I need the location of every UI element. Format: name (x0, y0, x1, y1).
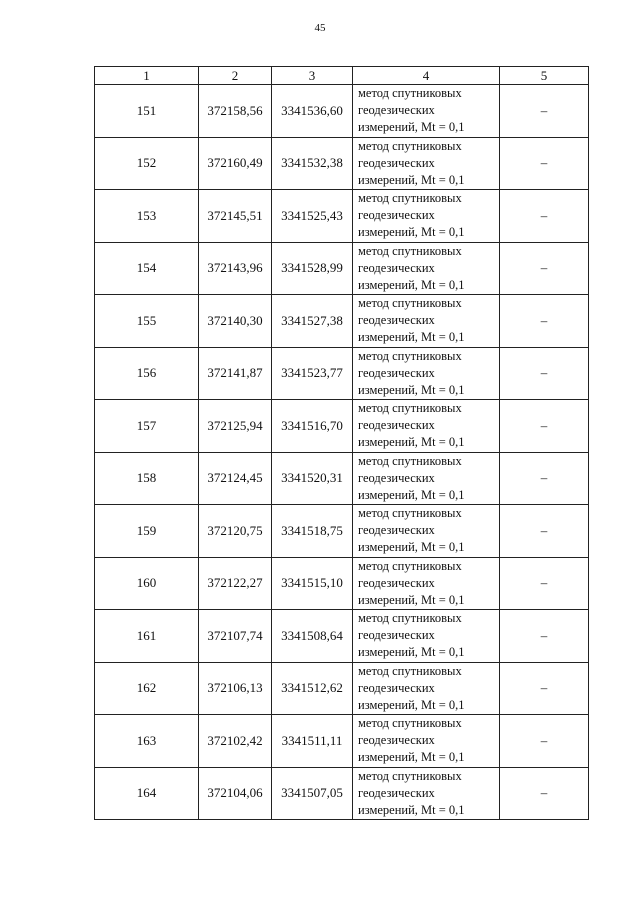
y-coordinate-cell: 3341508,64 (272, 610, 353, 663)
note-cell: – (500, 610, 589, 663)
coordinates-table (94, 66, 589, 820)
method-cell (353, 610, 500, 663)
table-row (95, 610, 589, 663)
method-cell (353, 662, 500, 715)
table-row (95, 347, 589, 400)
table-row (95, 662, 589, 715)
x-coordinate-cell: 372143,96 (199, 242, 272, 295)
table-row (95, 400, 589, 453)
method-line: метод спутниковых (358, 348, 462, 363)
point-number-cell: 153 (95, 190, 199, 243)
method-line: измерений, Mt = 0,1 (358, 120, 465, 135)
note-cell: – (500, 662, 589, 715)
method-line: геодезических (358, 155, 435, 170)
method-line: измерений, Mt = 0,1 (358, 382, 465, 397)
column-header: 3 (272, 67, 353, 85)
note-cell: – (500, 715, 589, 768)
note-cell: – (500, 452, 589, 505)
method-line: измерений, Mt = 0,1 (358, 592, 465, 607)
note-cell: – (500, 295, 589, 348)
method-cell (353, 347, 500, 400)
table-row (95, 557, 589, 610)
method-line: метод спутниковых (358, 138, 462, 153)
method-line: геодезических (358, 628, 435, 643)
note-cell: – (500, 557, 589, 610)
method-cell (353, 715, 500, 768)
method-cell (353, 400, 500, 453)
table-row (95, 715, 589, 768)
method-line: метод спутниковых (358, 611, 462, 626)
method-line: измерений, Mt = 0,1 (358, 225, 465, 240)
method-cell (353, 452, 500, 505)
method-line: измерений, Mt = 0,1 (358, 750, 465, 765)
note-cell: – (500, 242, 589, 295)
y-coordinate-cell: 3341518,75 (272, 505, 353, 558)
y-coordinate-cell: 3341511,11 (272, 715, 353, 768)
column-header: 2 (199, 67, 272, 85)
y-coordinate-cell: 3341532,38 (272, 137, 353, 190)
x-coordinate-cell: 372125,94 (199, 400, 272, 453)
note-cell: – (500, 767, 589, 820)
column-header: 1 (95, 67, 199, 85)
method-line: измерений, Mt = 0,1 (358, 802, 465, 817)
method-line: метод спутниковых (358, 401, 462, 416)
method-cell (353, 85, 500, 138)
method-line: метод спутниковых (358, 663, 462, 678)
method-cell (353, 242, 500, 295)
method-cell (353, 767, 500, 820)
method-line: метод спутниковых (358, 243, 462, 258)
y-coordinate-cell: 3341525,43 (272, 190, 353, 243)
note-cell: – (500, 505, 589, 558)
x-coordinate-cell: 372140,30 (199, 295, 272, 348)
table-row (95, 85, 589, 138)
y-coordinate-cell: 3341512,62 (272, 662, 353, 715)
x-coordinate-cell: 372141,87 (199, 347, 272, 400)
y-coordinate-cell: 3341515,10 (272, 557, 353, 610)
y-coordinate-cell: 3341528,99 (272, 242, 353, 295)
x-coordinate-cell: 372122,27 (199, 557, 272, 610)
method-line: измерений, Mt = 0,1 (358, 435, 465, 450)
note-cell: – (500, 400, 589, 453)
method-line: геодезических (358, 260, 435, 275)
method-line: геодезических (358, 733, 435, 748)
x-coordinate-cell: 372107,74 (199, 610, 272, 663)
method-line: измерений, Mt = 0,1 (358, 697, 465, 712)
table-row (95, 295, 589, 348)
point-number-cell: 164 (95, 767, 199, 820)
method-line: геодезических (358, 365, 435, 380)
point-number-cell: 162 (95, 662, 199, 715)
table-row (95, 190, 589, 243)
x-coordinate-cell: 372160,49 (199, 137, 272, 190)
point-number-cell: 163 (95, 715, 199, 768)
x-coordinate-cell: 372102,42 (199, 715, 272, 768)
method-line: метод спутниковых (358, 453, 462, 468)
table-body (95, 85, 589, 820)
point-number-cell: 157 (95, 400, 199, 453)
method-line: измерений, Mt = 0,1 (358, 645, 465, 660)
method-line: измерений, Mt = 0,1 (358, 172, 465, 187)
column-header: 5 (500, 67, 589, 85)
table-row (95, 242, 589, 295)
note-cell: – (500, 190, 589, 243)
method-line: измерений, Mt = 0,1 (358, 540, 465, 555)
method-line: геодезических (358, 575, 435, 590)
method-line: метод спутниковых (358, 296, 462, 311)
method-cell (353, 137, 500, 190)
method-line: геодезических (358, 680, 435, 695)
point-number-cell: 159 (95, 505, 199, 558)
y-coordinate-cell: 3341523,77 (272, 347, 353, 400)
x-coordinate-cell: 372106,13 (199, 662, 272, 715)
method-line: метод спутниковых (358, 558, 462, 573)
method-line: геодезических (358, 103, 435, 118)
x-coordinate-cell: 372158,56 (199, 85, 272, 138)
method-line: метод спутниковых (358, 768, 462, 783)
method-cell (353, 295, 500, 348)
point-number-cell: 154 (95, 242, 199, 295)
method-line: измерений, Mt = 0,1 (358, 487, 465, 502)
x-coordinate-cell: 372120,75 (199, 505, 272, 558)
page-number: 45 (314, 22, 326, 34)
method-line: геодезических (358, 470, 435, 485)
method-line: метод спутниковых (358, 86, 462, 101)
method-line: измерений, Mt = 0,1 (358, 330, 465, 345)
point-number-cell: 155 (95, 295, 199, 348)
method-line: геодезических (358, 208, 435, 223)
table-row (95, 137, 589, 190)
point-number-cell: 156 (95, 347, 199, 400)
point-number-cell: 160 (95, 557, 199, 610)
note-cell: – (500, 85, 589, 138)
method-line: метод спутниковых (358, 506, 462, 521)
y-coordinate-cell: 3341520,31 (272, 452, 353, 505)
method-line: измерений, Mt = 0,1 (358, 277, 465, 292)
method-line: геодезических (358, 313, 435, 328)
table-row (95, 767, 589, 820)
note-cell: – (500, 137, 589, 190)
table-row (95, 505, 589, 558)
method-line: геодезических (358, 418, 435, 433)
method-line: геодезических (358, 785, 435, 800)
y-coordinate-cell: 3341527,38 (272, 295, 353, 348)
method-cell (353, 557, 500, 610)
x-coordinate-cell: 372124,45 (199, 452, 272, 505)
point-number-cell: 161 (95, 610, 199, 663)
method-line: метод спутниковых (358, 191, 462, 206)
point-number-cell: 151 (95, 85, 199, 138)
y-coordinate-cell: 3341507,05 (272, 767, 353, 820)
x-coordinate-cell: 372145,51 (199, 190, 272, 243)
table-header-row (95, 67, 589, 85)
point-number-cell: 158 (95, 452, 199, 505)
note-cell: – (500, 347, 589, 400)
method-line: геодезических (358, 523, 435, 538)
point-number-cell: 152 (95, 137, 199, 190)
method-cell (353, 505, 500, 558)
y-coordinate-cell: 3341516,70 (272, 400, 353, 453)
column-header: 4 (353, 67, 500, 85)
x-coordinate-cell: 372104,06 (199, 767, 272, 820)
table-row (95, 452, 589, 505)
y-coordinate-cell: 3341536,60 (272, 85, 353, 138)
method-cell (353, 190, 500, 243)
method-line: метод спутниковых (358, 716, 462, 731)
